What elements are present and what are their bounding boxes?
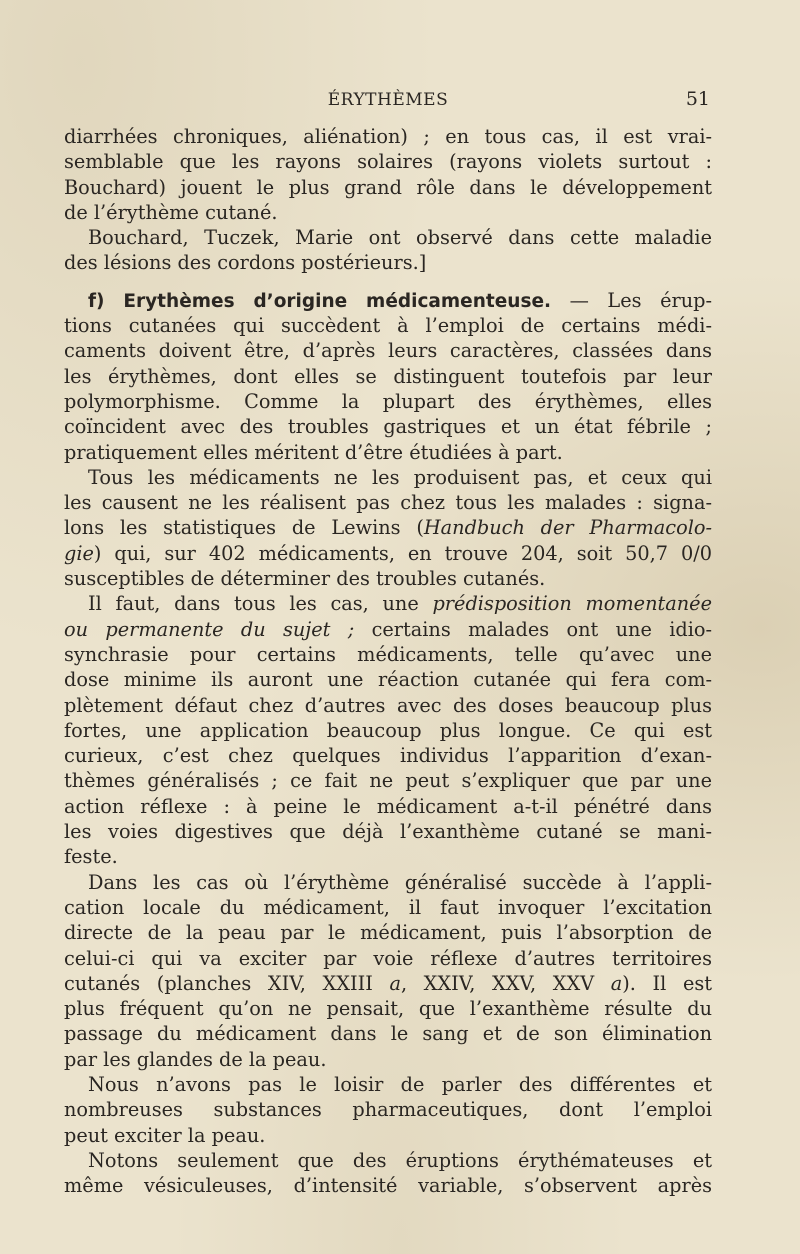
text-line: plètement défaut chez d’autres avec des doses beaucoup plus (64, 693, 712, 717)
text-line: directe de la peau par le médicament, puis l’absorption de (64, 921, 712, 945)
text-fragment: certains malades ont une idio- (354, 617, 712, 641)
text-line: semblable que les rayons solaires (rayons violets surtout : (64, 150, 712, 174)
text-line: diarrhées chroniques, aliénation) ; en tous cas, il est vrai- (64, 125, 712, 148)
text-line (64, 515, 712, 540)
text-line: caments doivent être, d’après leurs caractères, classées dans (64, 339, 712, 363)
text-fragment: Il faut, dans tous les cas, une (88, 592, 433, 616)
text-line: les causent ne les réalisent pas chez tous les malades : signa- (64, 491, 712, 515)
text-line: cation locale du médicament, il faut invoquer l’excitation (64, 895, 712, 919)
text-line: synchrasie pour certains médicaments, telle qu’avec une (64, 642, 712, 666)
running-head (64, 84, 712, 114)
text-line: les voies digestives que déjà l’exanthème cutané se mani- (64, 820, 712, 844)
section-heading: f) Erythèmes d’origine médicamenteuse. (88, 290, 552, 312)
text-fragment: , XXIV, XXV, XXV (400, 971, 611, 995)
text-line: nombreuses substances pharmaceutiques, dont l’emploi (64, 1098, 712, 1122)
text-line (64, 591, 712, 616)
text-line: passage du médicament dans le sang et de son élimination (64, 1022, 712, 1046)
text-line: polymorphisme. Comme la plupart des érythèmes, elles (64, 389, 712, 413)
emphasis-italic: prédisposition momentanée (432, 592, 712, 616)
body-text (64, 124, 712, 1198)
text-line: fortes, une application beaucoup plus longue. Ce qui est (64, 718, 712, 742)
text-line (64, 541, 712, 566)
text-line: par les glandes de la peau. (64, 1047, 327, 1071)
text-line: thèmes généralisés ; ce fait ne peut s’expliquer que par une (64, 769, 712, 793)
text-fragment: lons les statistiques de Lewins ( (64, 516, 424, 540)
text-line: feste. (64, 845, 118, 869)
text-line: Dans les cas où l’érythème généralisé succède à l’appli- (88, 870, 712, 894)
text-line: dose minime ils auront une réaction cutanée qui fera com- (64, 668, 712, 692)
text-line: Tous les médicaments ne les produisent pas, et ceux qui (88, 465, 712, 489)
text-line: coïncident avec des troubles gastriques et un état fébrile ; (64, 415, 712, 439)
page-number: 51 (685, 88, 710, 110)
text-line: plus fréquent qu’on ne pensait, que l’exanthème résulte du (64, 997, 712, 1021)
plate-letter-italic: a (389, 971, 401, 995)
text-line: les érythèmes, dont elles se distinguent toutefois par leur (64, 364, 712, 388)
book-title-italic: Handbuch der Pharmacolo- (423, 516, 712, 540)
paragraph-gap (64, 276, 712, 288)
book-page (64, 84, 712, 1198)
text-line: même vésiculeuses, d’intensité variable, s’observent après (64, 1174, 712, 1198)
text-fragment: cutanés (planches XIV, XXIII (64, 971, 390, 995)
plate-letter-italic: a (610, 971, 623, 995)
text-line: des lésions des cordons postérieurs.] (64, 251, 427, 275)
text-line: Notons seulement que des éruptions érythémateuses et (88, 1148, 712, 1172)
text-line: pratiquement elles méritent d’être étudiées à part. (64, 440, 563, 464)
text-fragment: ) qui, sur 402 médicaments, en trouve 204, soit 50,7 0/0 (93, 541, 712, 565)
text-line: susceptibles de déterminer des troubles cutanés. (64, 567, 546, 591)
section-heading-line (64, 288, 712, 313)
text-line: peut exciter la peau. (64, 1123, 266, 1147)
text-line: de l’érythème cutané. (64, 200, 278, 224)
running-title: ÉRYTHÈMES (327, 90, 449, 110)
text-line: curieux, c’est chez quelques individus l’apparition d’exan- (64, 744, 712, 768)
text-line: Nous n’avons pas le loisir de parler des différentes et (88, 1072, 712, 1096)
emphasis-italic: ou permanente du sujet ; (64, 617, 355, 641)
text-line: action réflexe : à peine le médicament a-t-il pénétré dans (64, 794, 712, 818)
text-line: Bouchard) jouent le plus grand rôle dans le développement (64, 175, 712, 199)
book-title-italic: gie (64, 541, 94, 565)
text-line: tions cutanées qui succèdent à l’emploi de certains médi- (64, 314, 712, 338)
text-line (64, 971, 712, 996)
text-fragment: — Les érup- (551, 288, 712, 312)
text-line: Bouchard, Tuczek, Marie ont observé dans cette maladie (88, 226, 712, 250)
text-line (64, 617, 712, 642)
text-line: celui-ci qui va exciter par voie réflexe d’autres territoires (64, 946, 712, 970)
text-fragment: ). Il est (622, 971, 712, 995)
